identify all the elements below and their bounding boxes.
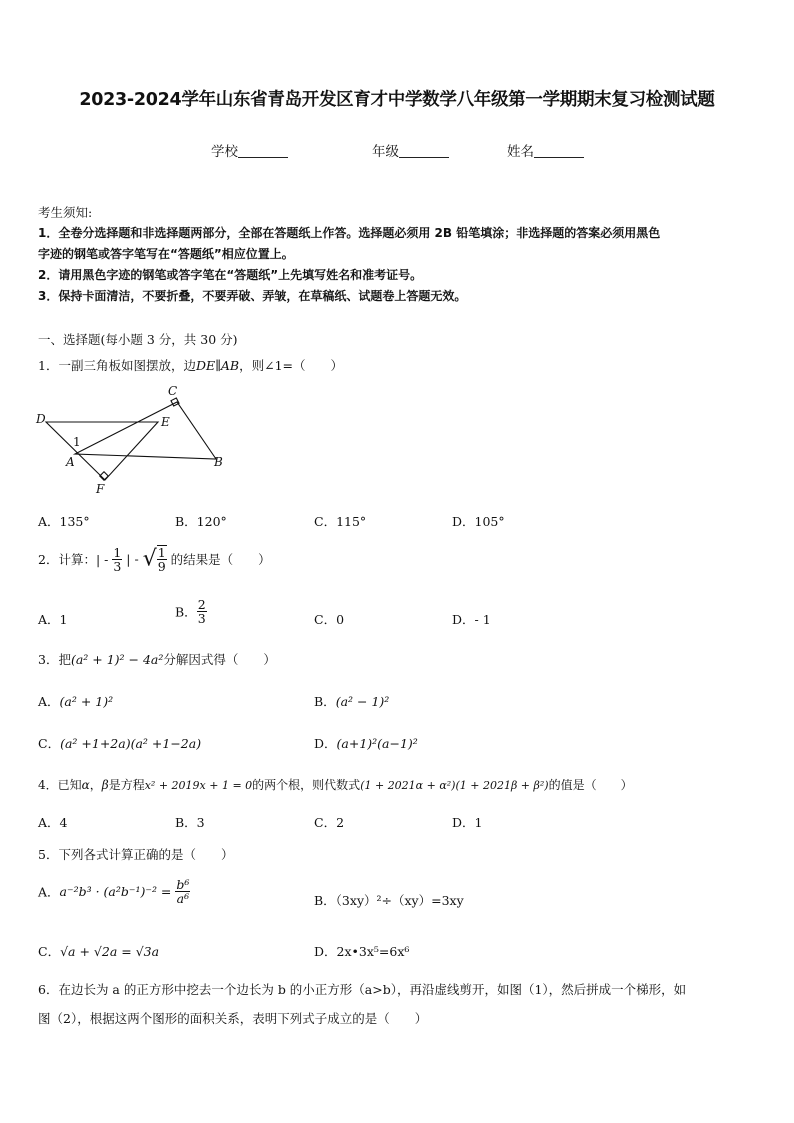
school-field: 学校 xyxy=(211,140,288,160)
triangle-def xyxy=(46,422,158,480)
q1-option-d: D．105° xyxy=(452,514,505,529)
label-e: E xyxy=(161,415,170,429)
q4-option-c: C．2 xyxy=(314,815,345,830)
q5-option-c: C．√a + √2a = √3a xyxy=(38,944,160,959)
label-f: F xyxy=(96,482,105,496)
q1-option-a: A．135° xyxy=(38,514,90,529)
notice-heading: 考生须知: xyxy=(38,205,93,220)
q2-option-d: D．- 1 xyxy=(452,612,491,627)
q4-option-a: A．4 xyxy=(38,815,68,830)
label-a: A xyxy=(66,455,75,469)
sqrt-sign: √ xyxy=(142,546,157,572)
q5-option-b: B．（3xy）²÷（xy）=3xy xyxy=(314,893,464,908)
notice-line-1b: 字迹的钢笔或答字笔写在“答题纸”相应位置上。 xyxy=(38,247,294,261)
notice-line-2: 2．请用黑色字迹的钢笔或答字笔在“答题纸”上先填写姓名和准考证号。 xyxy=(38,268,423,282)
label-b: B xyxy=(214,455,223,469)
q2-option-b: B． $\frac{2}{3}$ xyxy=(175,597,206,627)
q2-root-fraction: $\frac{1}{9}$ xyxy=(157,545,166,575)
label-d: D xyxy=(36,412,46,426)
q3-option-d: D．(a+1)²(a−1)² xyxy=(314,736,418,751)
section-heading: 一、选择题(每小题 3 分，共 30 分) xyxy=(38,332,238,347)
question-4: 4．已知α，β是方程x² + 2019x + 1 = 0的两个根，则代数式(1 + 2021α + α²)(1 + 2021β + β²)的值是（ ） xyxy=(38,778,633,792)
q2-option-a: A．1 xyxy=(38,612,68,627)
school-blank xyxy=(238,145,288,158)
grade-blank xyxy=(399,145,449,158)
q5-option-a: A．a⁻²b³ · (a²b⁻¹)⁻² = $\frac{\text{b⁶}}{\text{a⁶}}$ xyxy=(38,877,190,907)
name-blank xyxy=(534,145,584,158)
page-title: 2023-2024学年山东省青岛开发区育才中学数学八年级第一学期期末复习检测试题 xyxy=(79,90,715,110)
triangle-abc xyxy=(75,402,216,459)
q3-option-b: B．(a² − 1)² xyxy=(314,694,390,709)
q4-option-d: D．1 xyxy=(452,815,483,830)
question-6-line-2: 图（2），根据这两个图形的面积关系，表明下列式子成立的是（ ） xyxy=(38,1011,428,1026)
q1-option-b: B．120° xyxy=(175,514,227,529)
question-1: 1．一副三角板如图摆放，边DE∥AB，则∠1=（ ） xyxy=(38,358,344,373)
grade-field: 年级 xyxy=(372,140,449,160)
q3-option-c: C．(a² +1+2a)(a² +1−2a) xyxy=(38,736,202,751)
label-c: C xyxy=(168,384,178,398)
notice-line-1a: 1．全卷分选择题和非选择题两部分，全部在答题纸上作答。选择题必须用 2B 铅笔填涂；非选择题的答案必须用黑色 xyxy=(38,226,661,240)
question-3: 3．把(a² + 1)² − 4a²分解因式得（ ） xyxy=(38,652,276,667)
name-field: 姓名 xyxy=(507,140,584,160)
q5-option-d: D．2x•3x⁵=6x⁶ xyxy=(314,944,410,959)
notice-line-3: 3．保持卡面清洁，不要折叠，不要弄破、弄皱，在草稿纸、试题卷上答题无效。 xyxy=(38,289,467,303)
q3-option-a: A．(a² + 1)² xyxy=(38,694,114,709)
question-2: 2．计算：| - $\frac{1}{3}$ | - √ $\frac{1}{9}$ 的结果是（ ） xyxy=(38,544,271,575)
angle-1-label: 1 xyxy=(73,435,81,449)
q4-option-b: B．3 xyxy=(175,815,205,830)
q1-option-c: C．115° xyxy=(314,514,367,529)
q2-fraction: $\frac{1}{3}$ xyxy=(113,544,122,574)
q2-option-c: C．0 xyxy=(314,612,345,627)
triangle-figure xyxy=(30,380,230,500)
question-5: 5．下列各式计算正确的是（ ） xyxy=(38,847,234,862)
question-6-line-1: 6．在边长为 a 的正方形中挖去一个边长为 b 的小正方形（a>b），再沿虚线剪开，如图（1），然后拼成一个梯形，如 xyxy=(38,982,687,997)
